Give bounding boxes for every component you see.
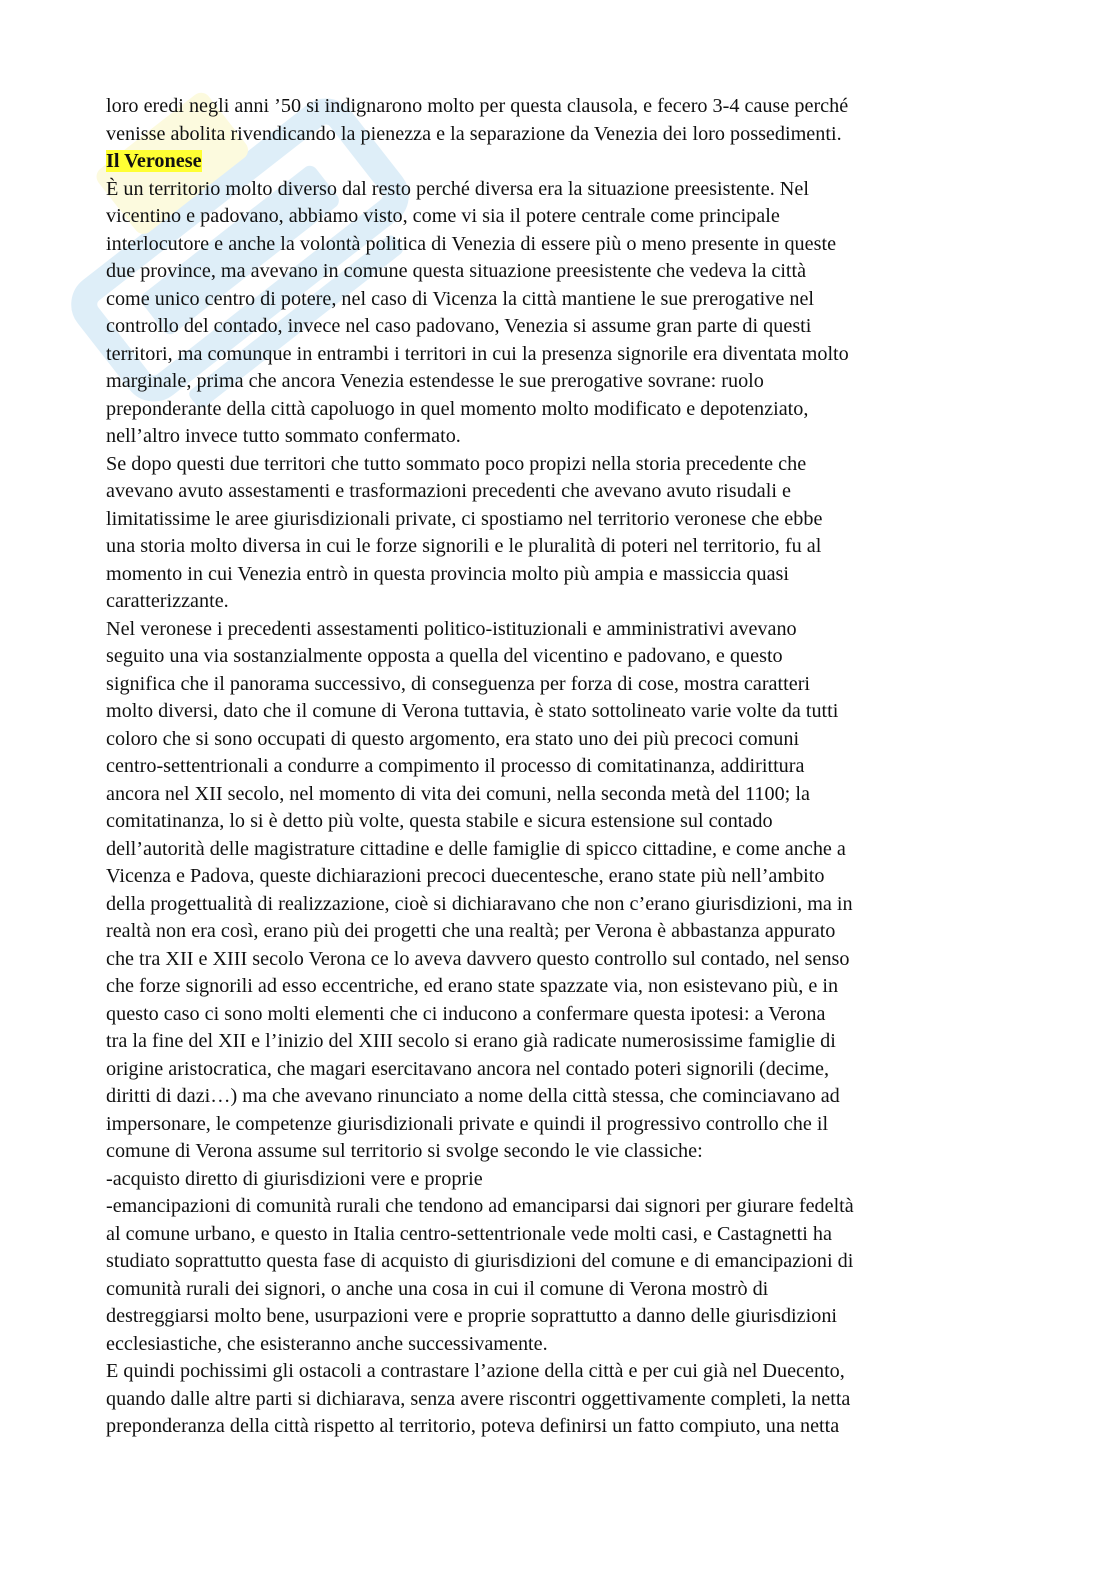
text-line: Nel veronese i precedenti assestamenti politico-istituzionali e amministrativi avevano	[106, 617, 797, 640]
text-line: -emancipazioni di comunità rurali che tendono ad emanciparsi dai signori per giurare fedeltà	[106, 1195, 854, 1217]
text-line: significa che il panorama successivo, di conseguenza per forza di cose, mostra caratteri	[106, 672, 811, 695]
text-line: diritti di dazi…) ma che avevano rinunciato a nome della città stessa, che cominciavano ad	[106, 1085, 840, 1107]
text-line: vicentino e padovano, abbiamo visto, come vi sia il potere centrale come principale	[106, 205, 780, 227]
list-item-acquisto	[106, 1166, 1018, 1194]
text-line: impersonare, le competenze giurisdizionali private e quindi il progressivo controllo che il	[106, 1112, 829, 1135]
text-line: comunità rurali dei signori, o anche una cosa in cui il comune di Verona mostrò di	[106, 1277, 769, 1300]
text-line: molto diversi, dato che il comune di Verona tuttavia, è stato sottolineato varie volte da tutti	[106, 700, 839, 722]
text-line: comitatinanza, lo si è detto più volte, questa stabile e sicura estensione sul contado	[106, 810, 773, 832]
text-line: È un territorio molto diverso dal resto perché diversa era la situazione preesistente. Nel	[106, 177, 809, 200]
text-line: momento in cui Venezia entrò in questa provincia molto più ampia e massiccia quasi	[106, 562, 790, 585]
text-line: interlocutore e anche la volontà politica di Venezia di essere più o meno presente in queste	[106, 232, 837, 255]
text-line: preponderante della città capoluogo in quel momento molto modificato e depotenziato,	[106, 397, 809, 420]
text-line: E quindi pochissimi gli ostacoli a contrastare l’azione della città e per cui già nel Duecento,	[106, 1360, 845, 1382]
text-line: Vicenza e Padova, queste dichiarazioni precoci duecentesche, erano state più nell’ambito	[106, 865, 825, 887]
paragraph-intro	[106, 93, 1018, 148]
text-line: che forze signorili ad esso eccentriche, ed erano state spazzate via, non esistevano più, e in	[106, 975, 839, 997]
paragraph-3	[106, 616, 1018, 1166]
text-line: destreggiarsi molto bene, usurpazioni vere e proprie soprattutto a danno delle giurisdizioni	[106, 1305, 838, 1327]
list-item-emancipazioni	[106, 1193, 1018, 1358]
text-line: ancora nel XII secolo, nel momento di vita dei comuni, nella seconda metà del 1100; la	[106, 782, 810, 805]
paragraph-1	[106, 176, 1018, 451]
document-page	[106, 93, 1018, 1441]
text-line: studiato soprattutto questa fase di acquisto di giurisdizioni del comune e di emancipazioni di	[106, 1250, 854, 1272]
text-line: comune di Verona assume sul territorio si svolge secondo le vie classiche:	[106, 1140, 703, 1162]
text-line: questo caso ci sono molti elementi che ci inducono a confermare questa ipotesi: a Verona	[106, 1002, 826, 1025]
text-line: dell’autorità delle magistrature cittadine e delle famiglie di spicco cittadine, e come anche a	[106, 837, 846, 860]
text-line: limitatissime le aree giurisdizionali private, ci spostiamo nel territorio veronese che ebbe	[106, 507, 823, 530]
text-line: quando dalle altre parti si dichiarava, senza avere riscontri oggettivamente completi, la netta	[106, 1387, 851, 1410]
text-line: seguito una via sostanzialmente opposta a quella del vicentino e padovano, e questo	[106, 645, 783, 667]
text-line: coloro che si sono occupati di questo argomento, era stato uno dei più precoci comuni	[106, 727, 800, 750]
text-line: origine aristocratica, che magari esercitavano ancora nel contado poteri signorili (decime,	[106, 1057, 830, 1080]
text-line: realtà non era così, erano più dei progetti che una realtà; per Verona è abbastanza appurato	[106, 920, 836, 942]
paragraph-6	[106, 1358, 1018, 1441]
text-line: marginale, prima che ancora Venezia estendesse le sue prerogative sovrane: ruolo	[106, 370, 764, 392]
text-line: caratterizzante.	[106, 590, 229, 612]
text-line: ecclesiastiche, che esisteranno anche successivamente.	[106, 1332, 548, 1355]
text-line: centro-settentrionali a condurre a compimento il processo di comitatinanza, addirittura	[106, 755, 805, 777]
text-line: -acquisto diretto di giurisdizioni vere e proprie	[106, 1167, 483, 1190]
text-line: tra la fine del XII e l’inizio del XIII secolo si erano già radicate numerosissime famiglie di	[106, 1030, 836, 1052]
text-line: territori, ma comunque in entrambi i territori in cui la presenza signorile era diventata molto	[106, 342, 849, 365]
text-line: preponderanza della città rispetto al territorio, poteva definirsi un fatto compiuto, una netta	[106, 1415, 840, 1437]
text-line: controllo del contado, invece nel caso padovano, Venezia si assume gran parte di questi	[106, 315, 812, 337]
text-line: che tra XII e XIII secolo Verona ce lo aveva davvero questo controllo sul contado, nel senso	[106, 947, 850, 970]
text-line: una storia molto diversa in cui le forze signorili e le pluralità di poteri nel territorio, fu al	[106, 535, 822, 557]
text-line: avevano avuto assestamenti e trasformazioni precedenti che avevano avuto risudali e	[106, 480, 791, 502]
text-line: della progettualità di realizzazione, cioè si dichiaravano che non c’erano giurisdizioni, ma in	[106, 892, 853, 915]
text-line: loro eredi negli anni ’50 si indignarono molto per questa clausola, e fecero 3-4 cause perché	[106, 95, 849, 117]
paragraph-2	[106, 451, 1018, 616]
section-heading-wrap	[106, 148, 1018, 176]
text-line: due province, ma avevano in comune questa situazione preesistente che vedeva la città	[106, 260, 807, 282]
text-line: come unico centro di potere, nel caso di Vicenza la città mantiene le sue prerogative nel	[106, 287, 815, 310]
text-line: nell’altro invece tutto sommato confermato.	[106, 425, 461, 447]
text-line: al comune urbano, e questo in Italia centro-settentrionale vede molti casi, e Castagnetti ha	[106, 1222, 832, 1245]
text-line: venisse abolita rivendicando la pienezza e la separazione da Venezia dei loro possedimenti.	[106, 122, 842, 145]
text-line: Se dopo questi due territori che tutto sommato poco propizi nella storia precedente che	[106, 452, 807, 475]
section-heading: Il Veronese	[106, 150, 202, 172]
